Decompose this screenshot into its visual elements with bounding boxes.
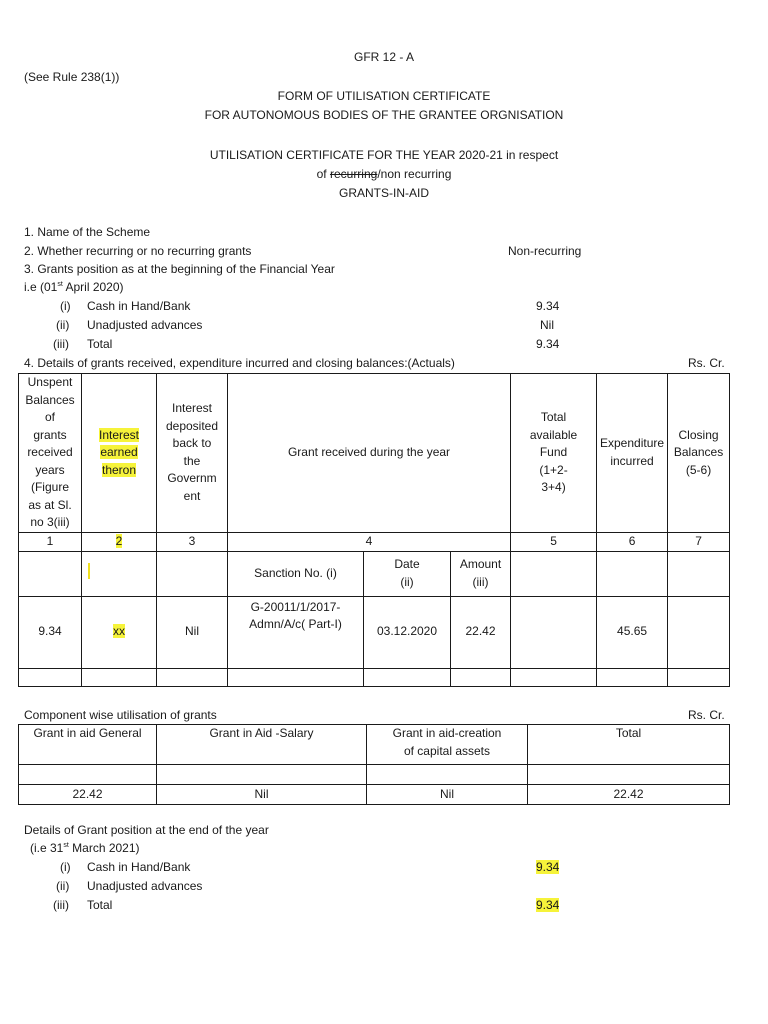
struck-word: recurring	[329, 167, 378, 181]
empty-cell	[451, 668, 511, 686]
opening-num: (ii)	[56, 318, 70, 332]
col-number: 3	[157, 532, 228, 551]
component-value: 22.42	[528, 785, 730, 805]
sub-header-sanction: Sanction No. (i)	[228, 551, 364, 596]
empty-cell	[157, 765, 367, 785]
item-opening-date: i.e (01st April 2020)	[24, 280, 124, 294]
closing-date: (i.e 31st March 2021)	[30, 841, 140, 855]
closing-num: (ii)	[56, 879, 70, 893]
cell-sanction-no: G-20011/1/2017- Admn/A/c( Part-I)	[228, 596, 364, 668]
closing-value: 9.34	[536, 860, 560, 874]
component-unit: Rs. Cr.	[688, 708, 725, 722]
item-recurring-value: Non-recurring	[508, 244, 582, 258]
sub-header-date: Date (ii)	[364, 551, 451, 596]
closing-num: (iii)	[53, 898, 69, 912]
empty-cell	[19, 668, 82, 686]
uc-title-line3: GRANTS-IN-AID	[339, 186, 429, 200]
cell-total-fund	[511, 596, 597, 668]
empty-cell	[82, 668, 157, 686]
cell-closing	[668, 596, 730, 668]
empty-cell	[668, 668, 730, 686]
sub-header-amount: Amount (iii)	[451, 551, 511, 596]
rule-reference: (See Rule 238(1))	[24, 70, 120, 84]
cell-amount: 22.42	[451, 596, 511, 668]
empty-cell	[157, 551, 228, 596]
empty-cell	[528, 765, 730, 785]
header-interest-earned: Interest earned theron	[82, 374, 157, 533]
cell-expenditure: 45.65	[597, 596, 668, 668]
empty-cell	[511, 668, 597, 686]
opening-num: (iii)	[53, 337, 69, 351]
opening-label: Total	[87, 337, 113, 351]
closing-label: Unadjusted advances	[87, 879, 203, 893]
col-number: 6	[597, 532, 668, 551]
empty-cell	[668, 551, 730, 596]
opening-label: Unadjusted advances	[87, 318, 203, 332]
header-total-fund: Total available Fund (1+2- 3+4)	[511, 374, 597, 533]
text-cursor-icon	[88, 563, 90, 579]
empty-cell	[228, 668, 364, 686]
header-expenditure: Expenditure incurred	[597, 374, 668, 533]
form-title-line1: FORM OF UTILISATION CERTIFICATE	[277, 89, 491, 103]
opening-value: 9.34	[536, 299, 560, 313]
empty-cell	[511, 551, 597, 596]
col-number: 7	[668, 532, 730, 551]
cell-date: 03.12.2020	[364, 596, 451, 668]
closing-label: Total	[87, 898, 113, 912]
cell-interest-deposited: Nil	[157, 596, 228, 668]
component-value: Nil	[157, 785, 367, 805]
component-title: Component wise utilisation of grants	[24, 708, 217, 722]
item-opening-position: 3. Grants position as at the beginning of the Financial Year	[24, 262, 335, 276]
header-grant-received: Grant received during the year	[228, 374, 511, 533]
component-header: Grant in Aid -Salary	[157, 725, 367, 765]
closing-label: Cash in Hand/Bank	[87, 860, 191, 874]
col-number: 4	[228, 532, 511, 551]
cell-unspent: 9.34	[19, 596, 82, 668]
opening-num: (i)	[60, 299, 71, 313]
item-recurring: 2. Whether recurring or no recurring grants	[24, 244, 252, 258]
col-number: 5	[511, 532, 597, 551]
empty-cell	[597, 668, 668, 686]
text-cursor-cell	[82, 551, 157, 596]
col-number: 2	[82, 532, 157, 551]
header-closing: Closing Balances (5-6)	[668, 374, 730, 533]
opening-label: Cash in Hand/Bank	[87, 299, 191, 313]
header-unspent: Unspent Balances of grants received years (Figure as at Sl. no 3(iii)	[19, 374, 82, 533]
empty-cell	[157, 668, 228, 686]
closing-num: (i)	[60, 860, 71, 874]
closing-value: 9.34	[536, 898, 560, 912]
unit-label: Rs. Cr.	[688, 356, 725, 370]
item-details-grants: 4. Details of grants received, expenditure incurred and closing balances:(Actuals)	[24, 356, 455, 370]
component-value: Nil	[367, 785, 528, 805]
empty-cell	[364, 668, 451, 686]
header-interest-deposited: Interest deposited back to the Governm ent	[157, 374, 228, 533]
component-header: Total	[528, 725, 730, 765]
opening-value: Nil	[540, 318, 554, 332]
col-number: 1	[19, 532, 82, 551]
form-code: GFR 12 - A	[353, 50, 415, 64]
grants-table	[18, 373, 730, 687]
empty-cell	[367, 765, 528, 785]
component-header: Grant in aid-creation of capital assets	[367, 725, 528, 765]
form-title-line2: FOR AUTONOMOUS BODIES OF THE GRANTEE ORGNISATION	[204, 108, 564, 122]
uc-title-line2: of recurring/non recurring	[316, 167, 452, 181]
uc-title-line1: UTILISATION CERTIFICATE FOR THE YEAR 2020-21 in respect	[209, 148, 559, 162]
empty-cell	[597, 551, 668, 596]
component-table	[18, 724, 730, 805]
item-scheme-name: 1. Name of the Scheme	[24, 225, 151, 239]
closing-title: Details of Grant position at the end of the year	[24, 823, 269, 837]
component-header: Grant in aid General	[19, 725, 157, 765]
empty-cell	[19, 551, 82, 596]
empty-cell	[19, 765, 157, 785]
opening-value: 9.34	[536, 337, 560, 351]
component-value: 22.42	[19, 785, 157, 805]
cell-interest-earned: xx	[82, 596, 157, 668]
